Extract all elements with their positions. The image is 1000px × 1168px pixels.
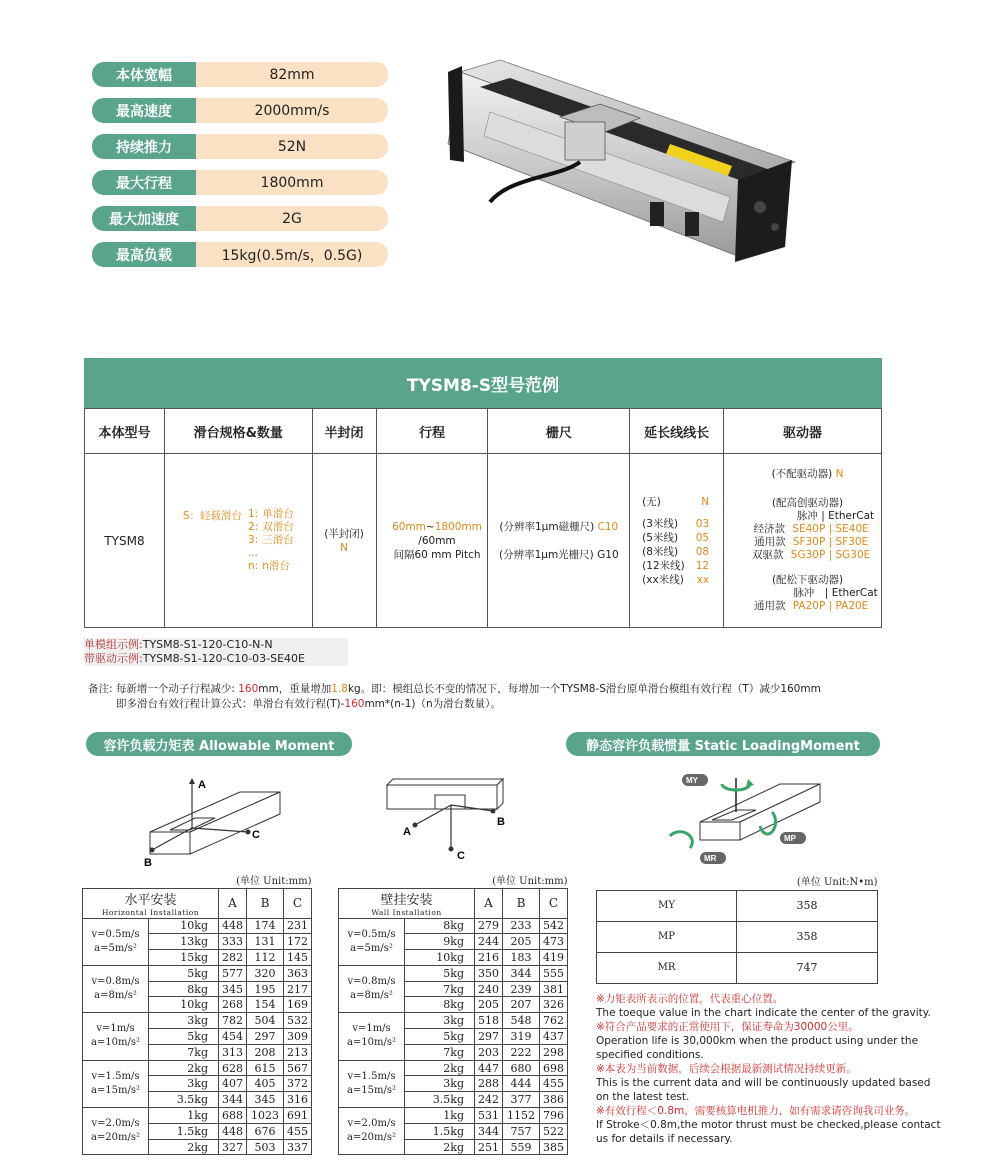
table-row: [597, 890, 878, 921]
moment-name: MY: [597, 890, 737, 921]
column-header: A: [475, 888, 503, 918]
value-cell: 559: [503, 1139, 540, 1155]
speed-label: v=1m/s: [352, 1023, 391, 1035]
value-cell: 337: [283, 1139, 311, 1155]
value-cell: 503: [247, 1139, 284, 1155]
stroke-unit: /60mm: [418, 534, 456, 547]
load-cell: 1.5kg: [405, 1123, 475, 1139]
body-model-value: TYSM8: [85, 454, 165, 628]
header-stroke: 行程: [376, 409, 488, 454]
condition-cell: [339, 918, 405, 965]
accel-label: a=5m/s²: [94, 942, 137, 954]
value-cell: 473: [539, 934, 567, 950]
value-cell: 504: [247, 1013, 284, 1029]
value-cell: 444: [503, 1076, 540, 1092]
value-cell: 454: [219, 1029, 247, 1045]
allowable-moment-title: 容许负载力矩表 Allowable Moment: [86, 732, 352, 756]
value-cell: 216: [475, 950, 503, 966]
slide-option: 2: 双滑台: [247, 521, 294, 533]
condition-cell: [83, 965, 149, 1012]
value-cell: 205: [503, 934, 540, 950]
table-row: [339, 918, 568, 934]
load-cell: 5kg: [149, 965, 219, 981]
value-cell: 112: [247, 950, 284, 966]
driver-group1-list: [734, 523, 881, 562]
value-cell: 345: [219, 981, 247, 997]
spec-row: [92, 242, 388, 267]
spec-key: 持续推力: [92, 134, 196, 159]
value-cell: 676: [247, 1123, 284, 1139]
load-cell: 3kg: [405, 1013, 475, 1029]
spec-value: 52N: [196, 134, 388, 159]
value-cell: 268: [219, 997, 247, 1013]
value-cell: 518: [475, 1013, 503, 1029]
table-unit: (单位 Unit:mm): [83, 872, 312, 888]
value-cell: 240: [475, 981, 503, 997]
value-cell: 131: [247, 934, 284, 950]
table-row: [83, 1060, 312, 1076]
table-row: [339, 1060, 568, 1076]
driver-option: 双驱款 SG30P | SG30E: [752, 549, 871, 561]
label-MY: MY: [686, 776, 698, 785]
value-cell: 145: [283, 950, 311, 966]
spec-value: 82mm: [196, 62, 388, 87]
value-cell: 531: [475, 1108, 503, 1124]
spec-key: 最高速度: [92, 98, 196, 123]
load-cell: 2kg: [405, 1139, 475, 1155]
value-cell: 796: [539, 1108, 567, 1124]
value-cell: 377: [503, 1092, 540, 1108]
example-driver: 带驱动示例:TYSM8-S1-120-C10-03-SE40E: [84, 652, 348, 666]
value-cell: 628: [219, 1060, 247, 1076]
value-cell: 327: [219, 1139, 247, 1155]
column-header: C: [539, 888, 567, 918]
spec-row: [92, 170, 388, 195]
slide-list: [248, 508, 294, 573]
model-table-row: [85, 454, 882, 628]
label-C: C: [457, 850, 465, 862]
note-en: This is the current data and will be continuously updated based on the latest test.: [596, 1077, 931, 1103]
value-cell: 455: [539, 1076, 567, 1092]
value-cell: 762: [539, 1013, 567, 1029]
value-cell: 313: [219, 1044, 247, 1060]
load-cell: 3.5kg: [149, 1092, 219, 1108]
load-cell: 7kg: [405, 981, 475, 997]
value-cell: 213: [283, 1044, 311, 1060]
speed-label: v=2.0m/s: [347, 1118, 396, 1130]
slide-prefix: S：轻载滑台: [182, 510, 242, 522]
value-cell: 405: [247, 1076, 284, 1092]
spec-key: 最大行程: [92, 170, 196, 195]
value-cell: 548: [503, 1013, 540, 1029]
speed-label: v=0.8m/s: [347, 976, 396, 988]
label-MR: MR: [704, 854, 717, 863]
table-title: 水平安装: [124, 893, 177, 908]
value-cell: 345: [247, 1092, 284, 1108]
value-cell: 1152: [503, 1108, 540, 1124]
value-cell: 217: [283, 981, 311, 997]
value-cell: 344: [503, 965, 540, 981]
scale-option: (分辨率1μm磁栅尺) C10: [499, 520, 619, 533]
value-cell: 288: [475, 1076, 503, 1092]
load-cell: 1.5kg: [149, 1123, 219, 1139]
moment-name: MR: [597, 952, 737, 983]
value-cell: 522: [539, 1123, 567, 1139]
moment-name: MP: [597, 921, 737, 952]
moment-value: 358: [737, 921, 878, 952]
scale-option: (分辨率1μm光栅尺) G10: [499, 548, 619, 561]
load-cell: 8kg: [149, 981, 219, 997]
linear-module-product-image: [440, 52, 800, 274]
load-cell: 7kg: [405, 1044, 475, 1060]
header-cable: 延长线线长: [630, 409, 724, 454]
value-cell: 691: [283, 1108, 311, 1124]
value-cell: 372: [283, 1076, 311, 1092]
spec-value: 2G: [196, 206, 388, 231]
slide-option: n: n滑台: [247, 560, 290, 572]
header-body-model: 本体型号: [85, 409, 165, 454]
table-row: [339, 1013, 568, 1029]
condition-cell: [83, 1013, 149, 1060]
example-single: 单模组示例:TYSM8-S1-120-C10-N-N: [84, 638, 348, 652]
value-cell: 698: [539, 1060, 567, 1076]
table-title-cell: [339, 888, 475, 918]
label-A: A: [198, 779, 206, 791]
driver-group2-list: [734, 600, 881, 613]
value-cell: 532: [283, 1013, 311, 1029]
speed-label: v=1.5m/s: [91, 1070, 140, 1082]
condition-cell: [339, 1013, 405, 1060]
load-cell: 2kg: [405, 1060, 475, 1076]
load-cell: 3kg: [149, 1076, 219, 1092]
load-cell: 5kg: [405, 965, 475, 981]
value-cell: 615: [247, 1060, 284, 1076]
value-cell: 251: [475, 1139, 503, 1155]
value-cell: 320: [247, 965, 284, 981]
stroke-cell: [376, 454, 488, 628]
column-header: B: [503, 888, 540, 918]
value-cell: 222: [503, 1044, 540, 1060]
cable-option: (无) N: [642, 495, 710, 508]
value-cell: 688: [219, 1108, 247, 1124]
note-en: Operation life is 30,000km when the product using under the specified conditions.: [596, 1035, 919, 1061]
table-unit: (单位 Unit:mm): [339, 872, 568, 888]
value-cell: 208: [247, 1044, 284, 1060]
slide-cell: [164, 454, 312, 628]
speed-label: v=1.5m/s: [347, 1070, 396, 1082]
value-cell: 242: [475, 1092, 503, 1108]
label-B: B: [497, 816, 505, 828]
table-title-cell: [83, 888, 219, 918]
value-cell: 316: [283, 1092, 311, 1108]
semi-cell: [312, 454, 376, 628]
accel-label: a=20m/s²: [90, 1132, 141, 1144]
speed-label: v=1m/s: [96, 1023, 135, 1035]
cable-option: (xx米线) xx: [642, 573, 710, 586]
value-cell: 577: [219, 965, 247, 981]
load-cell: 10kg: [149, 997, 219, 1013]
header-scale: 栅尺: [488, 409, 630, 454]
spec-value: 15kg(0.5m/s，0.5G): [196, 242, 388, 267]
speed-label: v=0.5m/s: [347, 928, 396, 940]
load-cell: 13kg: [149, 934, 219, 950]
static-moment-table: [596, 872, 878, 984]
table-title: 壁挂安装: [380, 893, 433, 908]
accel-label: a=20m/s²: [346, 1132, 397, 1144]
slide-option: 3: 三滑台: [247, 534, 294, 546]
condition-cell: [339, 965, 405, 1012]
spec-key: 最大加速度: [92, 206, 196, 231]
value-cell: 205: [475, 997, 503, 1013]
semi-code: N: [340, 541, 348, 554]
note-cn: ※力矩表所表示的位置，代表重心位置。: [596, 993, 784, 1005]
driver-option: 通用款 PA20P | PA20E: [753, 600, 869, 612]
semi-label: (半封闭): [324, 527, 364, 540]
note-cn: ※有效行程＜0.8m，需要核算电机推力，如有需求请咨询我司业务。: [596, 1105, 916, 1117]
driver-group1-title: (配高创驱动器): [771, 497, 844, 509]
value-cell: 319: [503, 1029, 540, 1045]
load-cell: 10kg: [149, 918, 219, 934]
cable-option: (5米线) 05: [642, 531, 710, 544]
horizontal-install-diagram: [140, 770, 290, 870]
accel-label: a=10m/s²: [346, 1037, 397, 1049]
value-cell: 437: [539, 1029, 567, 1045]
spec-row: [92, 62, 388, 87]
value-cell: 385: [539, 1139, 567, 1155]
value-cell: 231: [283, 918, 311, 934]
accel-label: a=8m/s²: [94, 990, 137, 1002]
value-cell: 239: [503, 981, 540, 997]
accel-label: a=15m/s²: [346, 1084, 397, 1096]
driver-cell: [724, 454, 882, 628]
value-cell: 298: [539, 1044, 567, 1060]
value-cell: 381: [539, 981, 567, 997]
value-cell: 363: [283, 965, 311, 981]
table-row: [83, 918, 312, 934]
speed-label: v=2.0m/s: [91, 1118, 140, 1130]
load-cell: 1kg: [149, 1108, 219, 1124]
label-A: A: [403, 826, 411, 838]
horizontal-moment-table: [82, 872, 312, 1155]
value-cell: 183: [503, 950, 540, 966]
accel-label: a=8m/s²: [350, 990, 393, 1002]
value-cell: 154: [247, 997, 284, 1013]
spec-key: 最高负载: [92, 242, 196, 267]
driver-option: 通用款 SF30P | SF30E: [754, 536, 869, 548]
value-cell: 455: [283, 1123, 311, 1139]
load-cell: 5kg: [149, 1029, 219, 1045]
cable-option: (8米线) 08: [642, 545, 710, 558]
label-C: C: [252, 829, 260, 841]
stroke-pitch: 间隔60 mm Pitch: [393, 548, 481, 561]
spec-value: 1800mm: [196, 170, 388, 195]
column-header: B: [247, 888, 284, 918]
wall-moment-table: [338, 872, 568, 1155]
load-cell: 8kg: [405, 997, 475, 1013]
slide-option: ...: [247, 547, 258, 559]
condition-cell: [83, 1108, 149, 1155]
accel-label: a=5m/s²: [350, 942, 393, 954]
value-cell: 567: [283, 1060, 311, 1076]
value-cell: 282: [219, 950, 247, 966]
spec-row: [92, 134, 388, 159]
value-cell: 447: [475, 1060, 503, 1076]
stroke-range: 60mm~1800mm: [392, 520, 482, 533]
spec-row: [92, 206, 388, 231]
driver-option: 经济款 SE40P | SE40E: [753, 523, 869, 535]
table-row: [597, 921, 878, 952]
cable-list: [630, 495, 723, 587]
label-B: B: [144, 857, 152, 869]
load-cell: 3kg: [149, 1013, 219, 1029]
speed-label: v=0.5m/s: [91, 928, 140, 940]
column-header: A: [219, 888, 247, 918]
value-cell: 782: [219, 1013, 247, 1029]
spec-key: 本体宽幅: [92, 62, 196, 87]
note-en: If Stroke＜0.8m,the motor thrust must be checked,please contact us for details if necessary.: [596, 1119, 941, 1145]
condition-cell: [339, 1108, 405, 1155]
column-header: C: [283, 888, 311, 918]
scale-cell: [488, 454, 630, 628]
value-cell: 174: [247, 918, 284, 934]
value-cell: 386: [539, 1092, 567, 1108]
accel-label: a=10m/s²: [90, 1037, 141, 1049]
cable-option: (3米线) 03: [642, 517, 710, 530]
wall-install-diagram: [385, 775, 515, 865]
load-cell: 2kg: [149, 1060, 219, 1076]
static-moment-diagram: [660, 770, 830, 866]
cable-cell: [630, 454, 724, 628]
table-subtitle: Horizontal Installation: [101, 908, 200, 917]
table-row: [339, 965, 568, 981]
value-cell: 207: [503, 997, 540, 1013]
load-cell: 3kg: [405, 1076, 475, 1092]
value-cell: 344: [475, 1123, 503, 1139]
static-unit: (单位 Unit:N•m): [597, 872, 878, 890]
load-cell: 10kg: [405, 950, 475, 966]
table-header: [83, 888, 312, 918]
condition-cell: [83, 1060, 149, 1107]
driver-none: (不配驱动器) N: [771, 468, 844, 480]
header-driver: 驱动器: [724, 409, 882, 454]
table-row: [597, 952, 878, 983]
value-cell: 195: [247, 981, 284, 997]
static-moment-title: 静态容许负载惯量 Static LoadingMoment: [566, 732, 880, 756]
model-table-header: [85, 409, 882, 454]
value-cell: 297: [247, 1029, 284, 1045]
moment-value: 358: [737, 890, 878, 921]
value-cell: 757: [503, 1123, 540, 1139]
note-line-2: 即多滑台有效行程计算公式：单滑台有效行程(T)-160mm*(n-1)（n为滑台数量）。: [116, 698, 501, 710]
driver-group1-head: 脉冲 | EtherCat: [796, 510, 875, 522]
table-row: [83, 1108, 312, 1124]
value-cell: 203: [475, 1044, 503, 1060]
value-cell: 309: [283, 1029, 311, 1045]
accel-label: a=15m/s²: [90, 1084, 141, 1096]
load-cell: 1kg: [405, 1108, 475, 1124]
value-cell: 1023: [247, 1108, 284, 1124]
table-row: [339, 1108, 568, 1124]
value-cell: 244: [475, 934, 503, 950]
load-cell: 15kg: [149, 950, 219, 966]
load-cell: 7kg: [149, 1044, 219, 1060]
speed-label: v=0.8m/s: [91, 976, 140, 988]
condition-cell: [83, 918, 149, 965]
model-table-title: TYSM8-S型号范例: [84, 358, 882, 408]
value-cell: 297: [475, 1029, 503, 1045]
value-cell: 680: [503, 1060, 540, 1076]
value-cell: 333: [219, 934, 247, 950]
load-cell: 5kg: [405, 1029, 475, 1045]
table-row: [83, 1013, 312, 1029]
value-cell: 419: [539, 950, 567, 966]
table-header: [339, 888, 568, 918]
value-cell: 448: [219, 918, 247, 934]
moment-value: 747: [737, 952, 878, 983]
value-cell: 448: [219, 1123, 247, 1139]
value-cell: 350: [475, 965, 503, 981]
spec-row: [92, 98, 388, 123]
load-cell: 3.5kg: [405, 1092, 475, 1108]
table-row: [83, 965, 312, 981]
value-cell: 279: [475, 918, 503, 934]
driver-group2-title: (配松下驱动器): [771, 574, 844, 586]
value-cell: 172: [283, 934, 311, 950]
value-cell: 542: [539, 918, 567, 934]
load-cell: 2kg: [149, 1139, 219, 1155]
value-cell: 555: [539, 965, 567, 981]
note-en: The toeque value in the chart indicate the center of the gravity.: [596, 1007, 931, 1019]
table-subtitle: Wall Installation: [371, 908, 442, 917]
value-cell: 233: [503, 918, 540, 934]
spec-value: 2000mm/s: [196, 98, 388, 123]
header-slide: 滑台规格&数量: [164, 409, 312, 454]
cable-option: (12米线) 12: [642, 559, 710, 572]
load-cell: 8kg: [405, 918, 475, 934]
driver-group2-head: 脉冲 | EtherCat: [793, 587, 878, 599]
note-cn: ※符合产品要求的正常使用下，保证寿命为30000公里。: [596, 1021, 859, 1033]
note-cn: ※本表为当前数据，后续会根据最新测试情况持续更新。: [596, 1063, 857, 1075]
value-cell: 344: [219, 1092, 247, 1108]
note-line-1: 备注: 每新增一个动子行程减少: 160mm，重量增加1.8kg。即：模组总长不变的情况下，每增加一个TYSM8-S滑台原单滑台模组有效行程（T）减少160mm: [88, 683, 821, 695]
value-cell: 407: [219, 1076, 247, 1092]
model-table: [84, 408, 882, 628]
value-cell: 169: [283, 997, 311, 1013]
load-cell: 9kg: [405, 934, 475, 950]
value-cell: 326: [539, 997, 567, 1013]
notes-list: [596, 992, 946, 1146]
slide-option: 1: 单滑台: [247, 508, 294, 520]
label-MP: MP: [784, 834, 796, 843]
condition-cell: [339, 1060, 405, 1107]
header-semi: 半封闭: [312, 409, 376, 454]
